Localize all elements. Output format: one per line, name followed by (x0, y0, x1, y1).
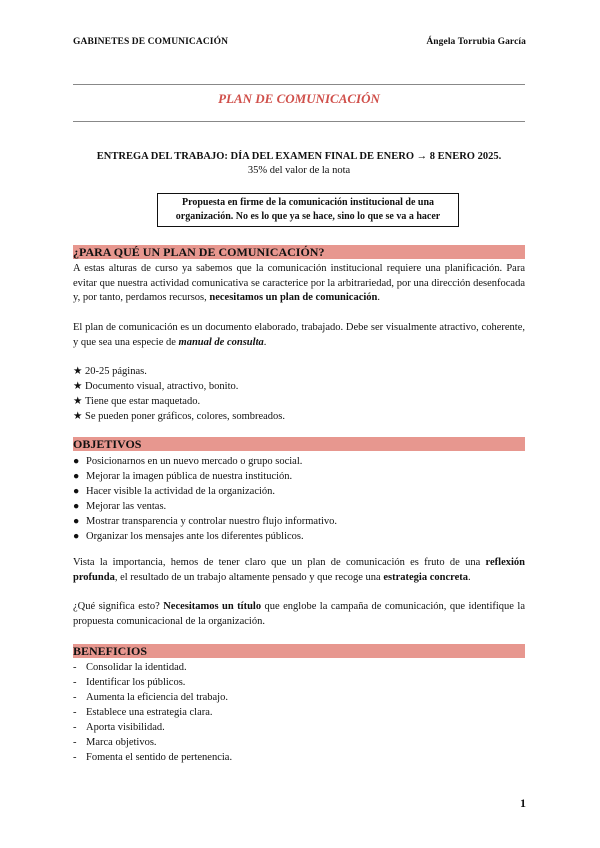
list-item (73, 484, 525, 499)
dash-icon: - (73, 722, 77, 733)
list-item-text: Tiene que estar maquetado. (85, 396, 201, 407)
dash-icon: - (73, 752, 77, 763)
list-item (73, 379, 525, 394)
paragraph-bold: reflexión profunda (73, 557, 525, 583)
bullet-icon: ● (73, 501, 80, 512)
paragraph-text: A estas alturas de curso ya sabemos que la comunicación institucional requiere una planificación. Para evitar que nuestra actividad comunicativa se caracterice por la arbitrariedad, por una dirección desenfocada y, por tanto, perdamos recursos, (73, 263, 525, 304)
list-item (73, 469, 525, 484)
paragraph-end: . (263, 336, 267, 348)
section-heading-objetivos: OBJETIVOS (73, 437, 525, 451)
section-heading-para-que: ¿PARA QUÉ UN PLAN DE COMUNICACIÓN? (73, 245, 525, 259)
title-rule-bottom (73, 121, 525, 122)
delivery-date: ENTREGA DEL TRABAJO: DÍA DEL EXAMEN FINAL DE ENERO → 8 ENERO 2025. (96, 151, 502, 162)
paragraph-end: . (468, 571, 471, 583)
bullet-icon: ● (73, 471, 80, 482)
list-item-text: Aporta visibilidad. (86, 722, 165, 733)
paragraph-text: ¿Qué significa esto? (73, 601, 164, 612)
list-item-text: Mejorar las ventas. (86, 501, 167, 512)
list-item-text: Hacer visible la actividad de la organización. (86, 486, 276, 497)
list-item-text: Fomenta el sentido de pertenencia. (86, 752, 233, 763)
paragraph-end: . (377, 292, 381, 304)
paragraph-text: El plan de comunicación es un documento elaborado, trabajado. Debe ser visualmente atractivo, coherente, y que sea una especie de (73, 322, 525, 348)
bullet-icon: ● (73, 516, 80, 527)
list-item-text: Documento visual, atractivo, bonito. (85, 381, 239, 392)
dash-icon: - (73, 662, 77, 673)
list-item-text: Se pueden poner gráficos, colores, sombreados. (85, 411, 286, 422)
dash-list (73, 660, 525, 765)
paragraph-reflexion (73, 556, 525, 585)
paragraph-bold: Necesitamos un título (163, 601, 262, 612)
star-icon: ★ (73, 396, 83, 407)
list-item (73, 720, 525, 735)
paragraph-bold: estrategia concreta (383, 571, 469, 583)
paragraph-bold: necesitamos un plan de comunicación (209, 292, 378, 304)
list-item-text: Mostrar transparencia y controlar nuestro flujo informativo. (86, 516, 338, 527)
list-item-text: Posicionarnos en un nuevo mercado o grupo social. (86, 456, 303, 467)
star-icon: ★ (73, 366, 83, 377)
highlight-box-line-1: Propuesta en firme de la comunicación institucional de una (181, 197, 435, 208)
highlight-box (157, 193, 459, 227)
grade-weight: 35% del valor de la nota (247, 165, 351, 176)
page-number: 1 (520, 796, 526, 810)
list-item (73, 675, 525, 690)
paragraph-text: que englobe la campaña de comunicación, que identifique la propuesta comunicacional de la organización. (73, 601, 525, 627)
page-title: PLAN DE COMUNICACIÓN (218, 91, 380, 106)
paragraph-text: , el resultado de un trabajo altamente pensado y que recoge una (114, 571, 384, 583)
bullet-icon: ● (73, 531, 80, 542)
dash-icon: - (73, 677, 77, 688)
list-item (73, 750, 525, 765)
list-item (73, 690, 525, 705)
bullet-icon: ● (73, 486, 80, 497)
star-icon: ★ (73, 381, 83, 392)
paragraph-titulo (73, 600, 525, 629)
paragraph-planificacion (73, 262, 525, 306)
star-icon: ★ (73, 411, 83, 422)
bullet-icon: ● (73, 456, 80, 467)
running-header-course: GABINETES DE COMUNICACIÓN (73, 37, 229, 47)
list-item-text: Organizar los mensajes ante los diferentes públicos. (86, 531, 304, 542)
section-heading-beneficios: BENEFICIOS (73, 644, 525, 658)
list-item (73, 529, 525, 544)
list-item-text: 20-25 páginas. (85, 366, 147, 377)
list-item (73, 514, 525, 529)
dash-icon: - (73, 707, 77, 718)
highlight-box-line-2: organización. No es lo que ya se hace, sino lo que se va a hacer (175, 211, 441, 222)
list-item-text: Marca objetivos. (86, 737, 157, 748)
list-item (73, 660, 525, 675)
paragraph-bold-italic: manual de consulta (178, 336, 264, 348)
list-item (73, 705, 525, 720)
list-item (73, 409, 525, 424)
list-item-text: Mejorar la imagen pública de nuestra institución. (86, 471, 293, 482)
list-item-text: Consolidar la identidad. (86, 662, 187, 673)
list-item (73, 454, 525, 469)
paragraph-documento (73, 321, 525, 350)
list-item-text: Identificar los públicos. (86, 677, 186, 688)
dash-icon: - (73, 737, 77, 748)
list-item (73, 364, 525, 379)
list-item (73, 499, 525, 514)
star-list (73, 364, 525, 424)
running-header-author: Ángela Torrubia García (426, 37, 526, 47)
list-item (73, 394, 525, 409)
list-item-text: Aumenta la eficiencia del trabajo. (86, 692, 228, 703)
bullet-list (73, 454, 525, 544)
list-item (73, 735, 525, 750)
paragraph-text: Vista la importancia, hemos de tener claro que un plan de comunicación es fruto de una (73, 557, 486, 568)
title-rule-top (73, 84, 525, 85)
list-item-text: Establece una estrategia clara. (86, 707, 213, 718)
dash-icon: - (73, 692, 77, 703)
